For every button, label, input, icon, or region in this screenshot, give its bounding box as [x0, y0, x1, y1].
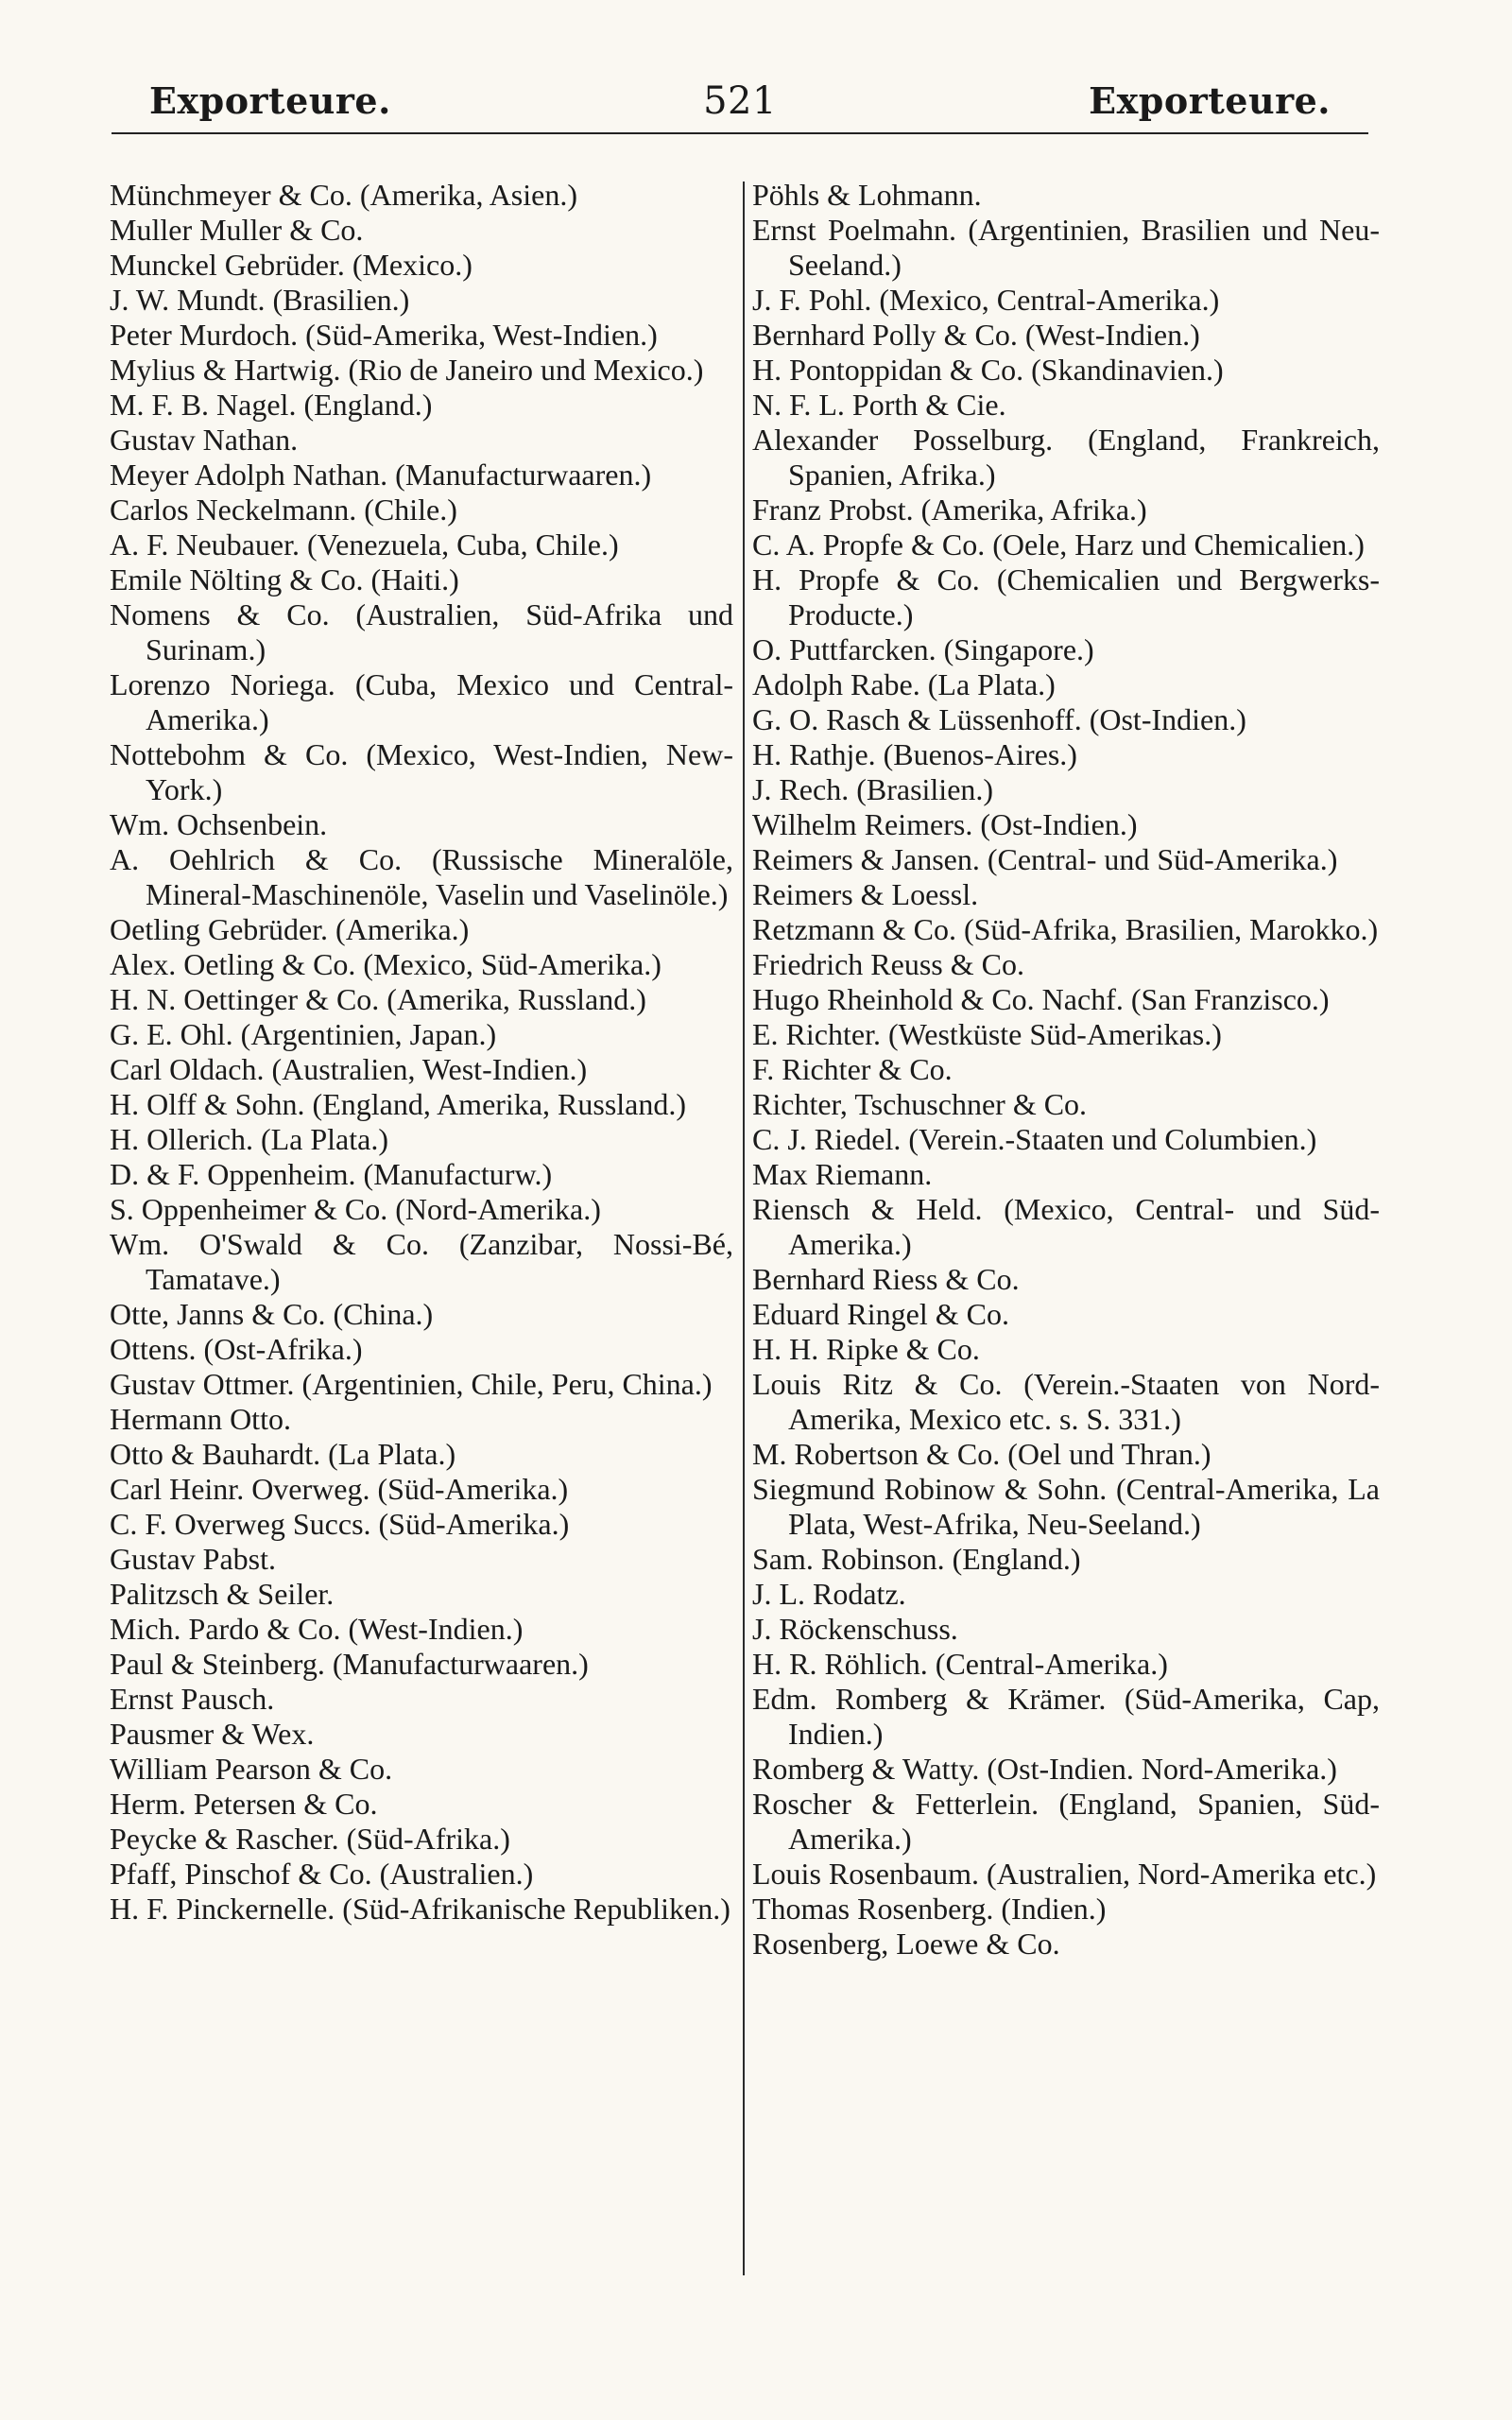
- directory-entry: H. Rathje. (Buenos-Aires.): [752, 737, 1077, 771]
- directory-entry: Gustav Pabst.: [110, 1542, 276, 1576]
- directory-entry: Franz Probst. (Amerika, Afrika.): [752, 493, 1147, 527]
- directory-entry: Romberg & Watty. (Ost-Indien. Nord-Amerika.): [752, 1752, 1337, 1786]
- directory-entry: Rosenberg, Loewe & Co.: [752, 1927, 1060, 1961]
- directory-entry: Nottebohm & Co. (Mexico, West-Indien, New-York.): [110, 737, 733, 806]
- directory-entry: G. E. Ohl. (Argentinien, Japan.): [110, 1017, 497, 1051]
- directory-entry: J. W. Mundt. (Brasilien.): [110, 283, 410, 317]
- directory-entry: Gustav Nathan.: [110, 423, 299, 457]
- directory-entry: Louis Rosenbaum. (Australien, Nord-Amerika etc.): [752, 1857, 1377, 1891]
- directory-entry: Retzmann & Co. (Süd-Afrika, Brasilien, Marokko.): [752, 912, 1379, 946]
- directory-entry: Carl Oldach. (Australien, West-Indien.): [110, 1052, 588, 1086]
- directory-entry: Gustav Ottmer. (Argentinien, Chile, Peru, China.): [110, 1367, 713, 1401]
- directory-entry: Lorenzo Noriega. (Cuba, Mexico und Central-Amerika.): [110, 667, 733, 736]
- directory-entry: J. F. Pohl. (Mexico, Central-Amerika.): [752, 283, 1220, 317]
- directory-entry: H. Ollerich. (La Plata.): [110, 1122, 388, 1156]
- directory-entry: Peycke & Rascher. (Süd-Afrika.): [110, 1822, 510, 1856]
- directory-entry: C. F. Overweg Succs. (Süd-Amerika.): [110, 1507, 570, 1541]
- directory-entry: Edm. Romberg & Krämer. (Süd-Amerika, Cap, Indien.): [752, 1682, 1380, 1751]
- directory-entry: J. Rech. (Brasilien.): [752, 772, 994, 806]
- directory-entry: E. Richter. (Westküste Süd-Amerikas.): [752, 1017, 1222, 1051]
- directory-entry: Pöhls & Lohmann.: [752, 178, 982, 212]
- directory-entry: Otte, Janns & Co. (China.): [110, 1297, 434, 1331]
- directory-entry: Richter, Tschuschner & Co.: [752, 1087, 1088, 1121]
- directory-entry: H. H. Ripke & Co.: [752, 1332, 980, 1366]
- directory-entry: William Pearson & Co.: [110, 1752, 393, 1786]
- directory-entry: N. F. L. Porth & Cie.: [752, 388, 1006, 422]
- directory-entry: Siegmund Robinow & Sohn. (Central-Amerika, La Plata, West-Afrika, Neu-Seeland.): [752, 1472, 1380, 1541]
- directory-entry: Reimers & Jansen. (Central- und Süd-Amerika.): [752, 842, 1338, 876]
- directory-entry: Roscher & Fetterlein. (England, Spanien, Süd-Amerika.): [752, 1787, 1380, 1856]
- left-column: [110, 178, 733, 1927]
- directory-entry: H. Propfe & Co. (Chemicalien und Bergwerks-Producte.): [752, 562, 1380, 631]
- header-rule: [112, 132, 1368, 134]
- directory-entry: Adolph Rabe. (La Plata.): [752, 667, 1056, 701]
- directory-entry: C. A. Propfe & Co. (Oele, Harz und Chemicalien.): [752, 527, 1365, 562]
- directory-entry: Hugo Rheinhold & Co. Nachf. (San Franzisco.): [752, 982, 1330, 1016]
- directory-entry: Palitzsch & Seiler.: [110, 1577, 335, 1611]
- directory-entry: Peter Murdoch. (Süd-Amerika, West-Indien.): [110, 318, 658, 352]
- directory-entry: Bernhard Polly & Co. (West-Indien.): [752, 318, 1200, 352]
- directory-entry: J. L. Rodatz.: [752, 1577, 906, 1611]
- directory-entry: Hermann Otto.: [110, 1402, 291, 1436]
- directory-entry: Carl Heinr. Overweg. (Süd-Amerika.): [110, 1472, 569, 1506]
- directory-entry: Bernhard Riess & Co.: [752, 1262, 1020, 1296]
- directory-entry: Max Riemann.: [752, 1157, 933, 1191]
- directory-entry: Sam. Robinson. (England.): [752, 1542, 1081, 1576]
- running-title-right: Exporteure.: [1089, 79, 1331, 122]
- directory-entry: D. & F. Oppenheim. (Manufacturw.): [110, 1157, 553, 1191]
- directory-entry: G. O. Rasch & Lüssenhoff. (Ost-Indien.): [752, 702, 1246, 736]
- directory-entry: H. Pontoppidan & Co. (Skandinavien.): [752, 353, 1224, 387]
- directory-entry: Alexander Posselburg. (England, Frankreich, Spanien, Afrika.): [752, 423, 1380, 492]
- directory-entry: Ottens. (Ost-Afrika.): [110, 1332, 363, 1366]
- directory-entry: Pausmer & Wex.: [110, 1717, 315, 1751]
- directory-entry: Wm. Ochsenbein.: [110, 807, 328, 841]
- directory-entry: O. Puttfarcken. (Singapore.): [752, 632, 1094, 666]
- directory-entry: H. F. Pinckernelle. (Süd-Afrikanische Republiken.): [110, 1892, 730, 1926]
- directory-entry: Wm. O'Swald & Co. (Zanzibar, Nossi-Bé, Tamatave.): [110, 1227, 733, 1296]
- page-number: 521: [703, 79, 777, 123]
- directory-entry: Münchmeyer & Co. (Amerika, Asien.): [110, 178, 577, 212]
- directory-entry: Riensch & Held. (Mexico, Central- und Süd-Amerika.): [752, 1192, 1380, 1261]
- right-column: [752, 178, 1380, 1962]
- directory-entry: S. Oppenheimer & Co. (Nord-Amerika.): [110, 1192, 601, 1226]
- directory-entry: Mich. Pardo & Co. (West-Indien.): [110, 1612, 524, 1646]
- directory-entry: Louis Ritz & Co. (Verein.-Staaten von Nord-Amerika, Mexico etc. s. S. 331.): [752, 1367, 1380, 1436]
- directory-entry: C. J. Riedel. (Verein.-Staaten und Columbien.): [752, 1122, 1317, 1156]
- directory-entry: Oetling Gebrüder. (Amerika.): [110, 912, 470, 946]
- directory-entry: Thomas Rosenberg. (Indien.): [752, 1892, 1107, 1926]
- directory-entry: Eduard Ringel & Co.: [752, 1297, 1009, 1331]
- directory-entry: H. N. Oettinger & Co. (Amerika, Russland.): [110, 982, 646, 1016]
- directory-entry: H. Olff & Sohn. (England, Amerika, Russland.): [110, 1087, 687, 1121]
- page-header: [112, 79, 1368, 136]
- directory-entry: Carlos Neckelmann. (Chile.): [110, 493, 457, 527]
- directory-entry: Meyer Adolph Nathan. (Manufacturwaaren.): [110, 458, 652, 492]
- directory-entry: Friedrich Reuss & Co.: [752, 947, 1024, 981]
- directory-entry: Wilhelm Reimers. (Ost-Indien.): [752, 807, 1138, 841]
- directory-entry: Ernst Poelmahn. (Argentinien, Brasilien und Neu-Seeland.): [752, 213, 1380, 282]
- directory-entry: Mylius & Hartwig. (Rio de Janeiro und Mexico.): [110, 353, 704, 387]
- directory-entry: Otto & Bauhardt. (La Plata.): [110, 1437, 456, 1471]
- directory-entry: Muller Muller & Co.: [110, 213, 364, 247]
- directory-entry: J. Röckenschuss.: [752, 1612, 958, 1646]
- directory-entry: Paul & Steinberg. (Manufacturwaaren.): [110, 1647, 589, 1681]
- directory-entry: Alex. Oetling & Co. (Mexico, Süd-Amerika.): [110, 947, 662, 981]
- directory-entry: Reimers & Loessl.: [752, 877, 979, 911]
- running-title-left: Exporteure.: [149, 79, 391, 122]
- directory-entry: H. R. Röhlich. (Central-Amerika.): [752, 1647, 1168, 1681]
- directory-entry: A. Oehlrich & Co. (Russische Mineralöle, Mineral-Maschinenöle, Vaselin und Vaselinöle.): [110, 842, 733, 911]
- directory-entry: M. Robertson & Co. (Oel und Thran.): [752, 1437, 1211, 1471]
- directory-entry: Nomens & Co. (Australien, Süd-Afrika und Surinam.): [110, 597, 733, 666]
- directory-entry: F. Richter & Co.: [752, 1052, 953, 1086]
- directory-entry: Herm. Petersen & Co.: [110, 1787, 378, 1821]
- column-divider: [743, 182, 745, 2275]
- directory-entry: Emile Nölting & Co. (Haiti.): [110, 562, 459, 596]
- directory-entry: Munckel Gebrüder. (Mexico.): [110, 248, 472, 282]
- directory-entry: A. F. Neubauer. (Venezuela, Cuba, Chile.): [110, 527, 619, 562]
- directory-entry: M. F. B. Nagel. (England.): [110, 388, 433, 422]
- directory-entry: Pfaff, Pinschof & Co. (Australien.): [110, 1857, 534, 1891]
- directory-entry: Ernst Pausch.: [110, 1682, 275, 1716]
